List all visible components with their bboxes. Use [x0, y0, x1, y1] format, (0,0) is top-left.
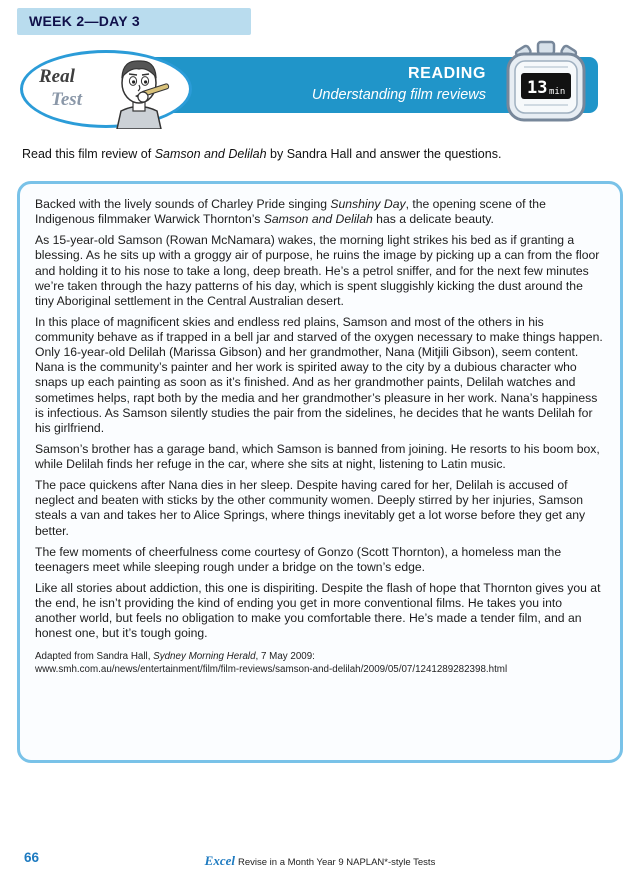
real-test-logo-words — [39, 66, 82, 111]
source-attribution — [35, 651, 605, 663]
review-paragraph — [35, 442, 605, 472]
section-subtitle: Understanding film reviews — [311, 87, 486, 103]
text-segment: , the opening scene of the Indigenous filmmaker Warwick Thornton’s — [35, 197, 546, 227]
text-segment: In this place of magnificent skies and endless red plains, Samson and most of the others in his community behave as if trapped in a bell jar and starved of the oxygen necessary to make things happen. Only 16-year-old Delilah (Marissa Gibson) and her grandmother, Nana (Mitjili Gibson), seem content. Nana is the community’s painter and her work is spirited away to the city by a dubious character who snaps up each painting as soon as it’s finished. And as her grandmother paints, Delilah watches and sometimes helps, rapt both by the media and her grandmother’s pleasure in her work. Nana’s happiness is infectious. As Samson silently studies the pair from the sidelines, he decides that he wants Delilah for his girlfriend. — [35, 314, 603, 435]
text-segment: Like all stories about addiction, this one is dispiriting. Despite the flash of hope that Thornton gives you at the end, he isn’t providing the kind of ending you get in more conventional films. He takes you into another world, but feels no obligation to make you comfortable there. He’s made a tender film, and an honest one, but it’s tough going. — [35, 580, 601, 641]
text-segment: Read this film review of — [22, 147, 155, 161]
text-segment: Backed with the lively sounds of Charley Pride singing — [35, 197, 331, 211]
cartoon-student-icon — [91, 55, 183, 129]
review-paragraph — [35, 478, 605, 539]
review-paragraph — [35, 315, 605, 436]
logo-text-real: Real — [39, 66, 75, 87]
week-day-banner: WEEK 2—DAY 3 — [17, 8, 251, 35]
text-segment: As 15-year-old Samson (Rowan McNamara) wakes, the morning light strikes his bed as if granting a blessing. As he sits up with a groggy air of purpose, he ruins the image by picking up a can from the floor and holding it to his nose to take a long, deep breath. He’s a petrol sniffer, and for the next few minutes we’re taken through the hazy patterns of his day, which is spent sluggishly kicking the dust around the tiny Aboriginal settlement in the Central Australian desert. — [35, 233, 600, 308]
text-segment: Samson’s brother has a garage band, which Samson is banned from joining. He resorts to his boom box, while Delilah finds her refuge in the car, where she sits at night, listening to Latin music. — [35, 441, 600, 471]
timer-minutes: 13 — [527, 78, 548, 98]
section-banner-text — [312, 65, 486, 103]
text-segment: Sunshiny Day — [330, 197, 406, 211]
text-segment: has a delicate beauty. — [372, 212, 494, 227]
logo-text-test: Test — [51, 89, 82, 110]
text-segment: Samson and Delilah — [263, 212, 373, 227]
text-segment: Samson and Delilah — [154, 147, 267, 161]
review-paragraph — [35, 581, 605, 642]
review-paragraph — [35, 545, 605, 575]
stopwatch-crown — [538, 42, 554, 54]
source-url: www.smh.com.au/news/entertainment/film/film-reviews/samson-and-delilah/2009/05/07/1241289282398.html — [35, 663, 508, 675]
stopwatch-timer-icon — [496, 40, 596, 128]
cartoon-pupil-left — [132, 80, 135, 83]
page-number: 66 — [24, 850, 40, 865]
review-paragraph — [35, 233, 605, 309]
timer-unit: min — [549, 87, 566, 97]
text-segment: Adapted from Sandra Hall, — [35, 651, 154, 663]
review-paragraphs — [35, 197, 605, 641]
instruction-text — [22, 147, 622, 161]
text-segment: by Sandra Hall and answer the questions. — [266, 147, 502, 161]
real-test-logo — [20, 50, 192, 128]
review-box — [17, 181, 623, 763]
section-title: READING — [408, 65, 486, 82]
cartoon-pupil-right — [144, 80, 147, 83]
footer-series-title — [205, 853, 436, 869]
brand-excel: Excel — [204, 853, 236, 868]
text-segment: Sydney Morning Herald — [153, 651, 256, 663]
cartoon-hand — [138, 92, 148, 102]
review-paragraph — [35, 197, 605, 227]
series-title: Revise in a Month Year 9 NAPLAN*-style Tests — [238, 857, 436, 868]
text-segment: The pace quickens after Nana dies in her sleep. Despite having cared for her, Delilah is accused of neglect and beaten with sticks by the other community women. Deeply stirred by her injuries, Samson steals a van and takes her to Alice Springs, where things inevitably get a lot worse before they get any better. — [35, 478, 586, 538]
text-segment: The few moments of cheerfulness come courtesy of Gonzo (Scott Thornton), a homeless man the teenagers meet while sleeping rough under a bridge on the town’s edge. — [35, 544, 562, 574]
text-segment: , 7 May 2009: — [255, 651, 315, 663]
